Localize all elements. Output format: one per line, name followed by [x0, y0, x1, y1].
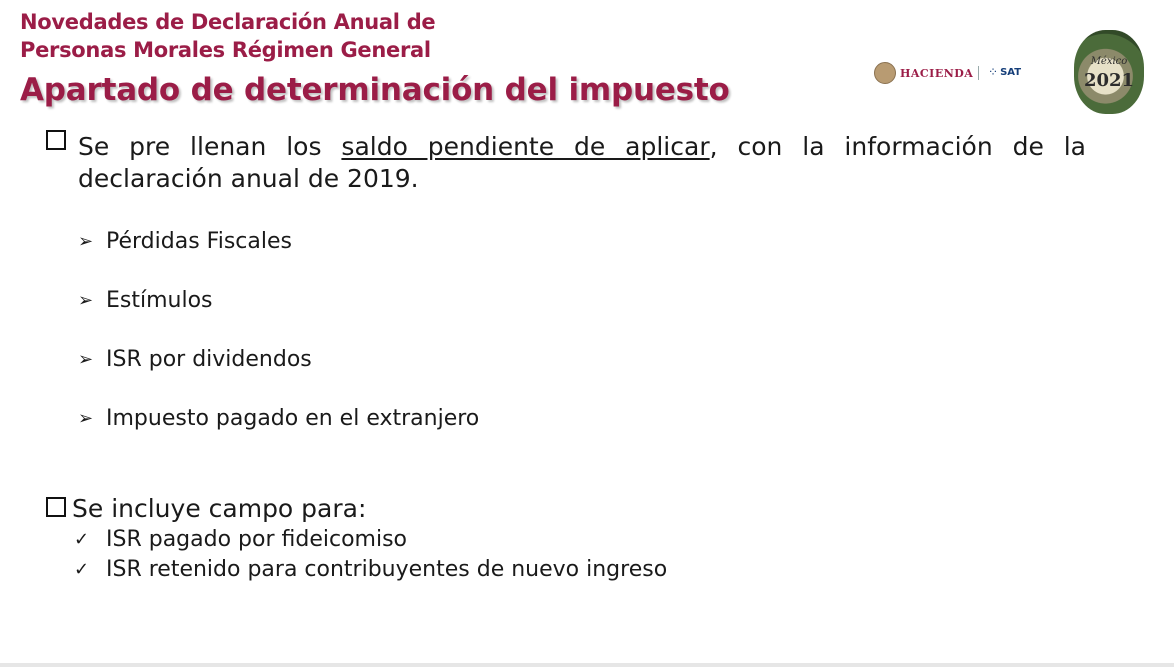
list-item	[78, 224, 479, 283]
list-item	[74, 555, 667, 585]
p2-text: Se incluye campo para:	[72, 494, 367, 523]
check-list	[74, 525, 667, 585]
paragraph-prefill	[46, 130, 1086, 196]
subtitle-line-1: Novedades de Declaración Anual de	[20, 10, 436, 34]
p1-text-before: Se pre llenan los	[78, 132, 342, 161]
arrow-bullet-icon: ➢	[78, 231, 94, 252]
list-item-label: Estímulos	[106, 288, 213, 313]
sat-dots-icon: ⁘	[988, 65, 999, 79]
hacienda-label: HACIENDA	[900, 66, 974, 80]
logo-divider	[978, 66, 979, 80]
list-item	[78, 283, 479, 342]
list-item-label: Impuesto pagado en el extranjero	[106, 406, 480, 431]
header-logos	[874, 30, 1144, 120]
sat-logo	[988, 66, 1021, 78]
paragraph-new-fields	[46, 492, 366, 526]
eagle-seal-icon	[874, 62, 896, 84]
check-icon: ✓	[74, 559, 90, 580]
list-item-label: Pérdidas Fiscales	[106, 229, 292, 254]
slide-subtitle	[20, 8, 435, 64]
emblem-mexico-text: México	[1090, 56, 1128, 67]
slide-title: Apartado de determinación del impuesto	[20, 72, 730, 108]
checkbox-bullet-icon	[46, 130, 66, 150]
mexico-2021-emblem	[1074, 30, 1144, 114]
arrow-bullet-icon: ➢	[78, 290, 94, 311]
list-item	[78, 342, 479, 401]
checkbox-bullet-icon	[46, 497, 66, 517]
p1-line-2: declaración anual de 2019.	[78, 164, 419, 193]
check-item-label: ISR pagado por fideicomiso	[106, 527, 407, 552]
p1-underlined-text: saldo pendiente de aplicar	[341, 132, 710, 161]
subtitle-line-2: Personas Morales Régimen General	[20, 38, 431, 62]
hacienda-logo	[874, 62, 973, 84]
check-icon: ✓	[74, 529, 90, 550]
arrow-list	[78, 224, 479, 460]
list-item	[74, 525, 667, 555]
arrow-bullet-icon: ➢	[78, 408, 94, 429]
p1-text-after: , con la información de la	[709, 132, 1086, 161]
list-item-label: ISR por dividendos	[106, 347, 312, 372]
list-item	[78, 401, 479, 460]
arrow-bullet-icon: ➢	[78, 349, 94, 370]
emblem-year: 2021	[1083, 70, 1135, 91]
check-item-label: ISR retenido para contribuyentes de nuevo ingreso	[106, 557, 668, 582]
sat-label: SAT	[1000, 66, 1022, 78]
bottom-divider	[0, 663, 1174, 667]
